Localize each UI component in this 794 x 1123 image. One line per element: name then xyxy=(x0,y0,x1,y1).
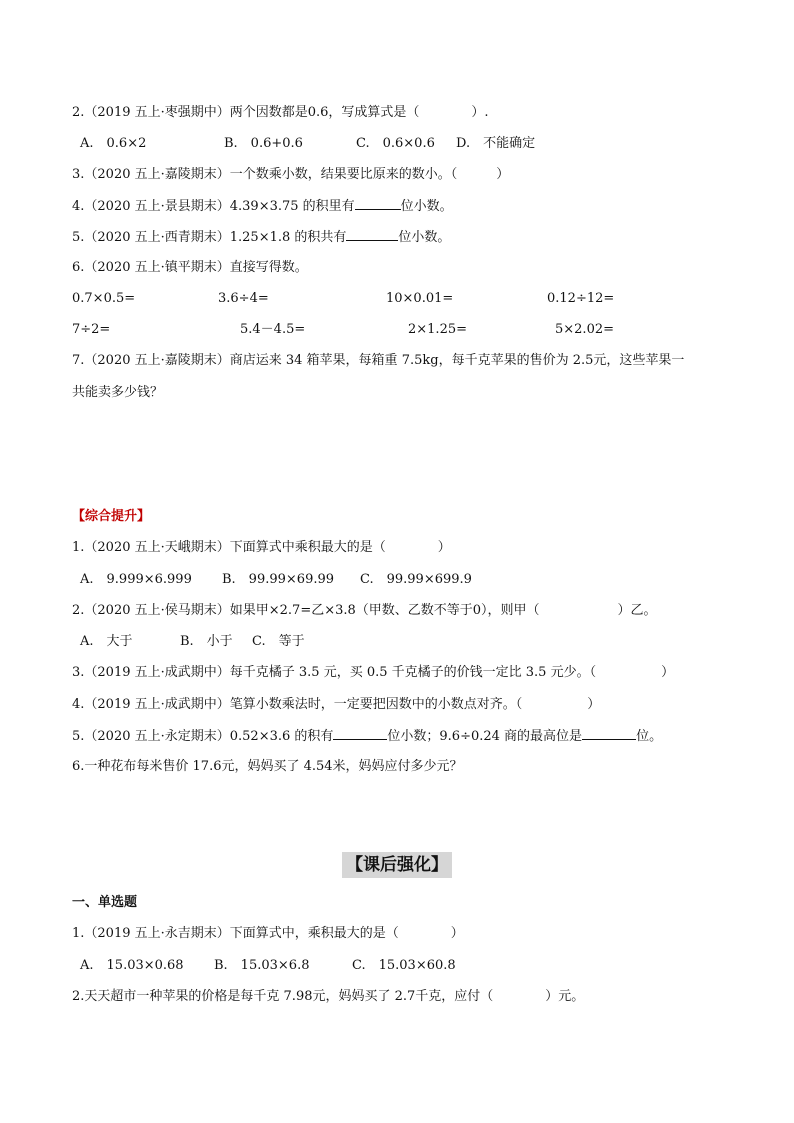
question-7-text-cont: 共能卖多少钱？ xyxy=(72,385,164,400)
option-c: C. 99.99×699.9 xyxy=(360,572,472,587)
option-b: B. 15.03×6.8 xyxy=(214,958,310,973)
question-5-text-mid: 位小数；9.6÷0.24 商的最高位是 xyxy=(387,729,583,744)
section-heading: 【综合提升】 xyxy=(72,509,151,524)
question-5-suffix: 位。 xyxy=(636,729,663,744)
option-b: B. 小于 xyxy=(180,634,233,649)
question-7-text: 7.（2020 五上·嘉陵期末）商店运来 34 箱苹果，每箱重 7.5kg，每千克苹果的售价为 2.5元，这些苹果一 xyxy=(72,353,685,368)
question-4-suffix: 位小数。 xyxy=(400,199,453,214)
question-6-text: 6.（2020 五上·镇平期末）直接写得数。 xyxy=(72,260,308,275)
question-5-suffix: 位小数。 xyxy=(398,230,451,245)
option-b: B. 99.99×69.99 xyxy=(222,572,335,587)
question-1-text: 1.（2020 五上·天峨期末）下面算式中乘积最大的是（ ） xyxy=(72,540,451,555)
calc-item: 3.6÷4= xyxy=(218,291,269,306)
option-c: C. 等于 xyxy=(252,634,305,649)
calc-item: 0.12÷12= xyxy=(547,291,615,306)
option-a: A. 大于 xyxy=(80,634,133,649)
calc-item: 7÷2= xyxy=(72,322,111,337)
answer-blank[interactable] xyxy=(333,727,387,740)
question-5-text: 5.（2020 五上·永定期末）0.52×3.6 的积有 xyxy=(72,729,334,744)
question-3-text: 3.（2019 五上·成武期中）每千克橘子 3.5 元，买 0.5 千克橘子的价钱一定比 3.5 元少。（ ） xyxy=(72,665,675,680)
calc-item: 10×0.01= xyxy=(386,291,454,306)
section-title: 【课后强化】 xyxy=(342,852,452,878)
calc-item: 5.4－4.5= xyxy=(240,322,306,337)
question-2-text: 2.（2019 五上·枣强期中）两个因数都是0.6，写成算式是（ ）. xyxy=(72,105,489,120)
option-a: A. 0.6×2 xyxy=(80,136,147,151)
subsection-heading: 一、单选题 xyxy=(72,895,138,910)
option-c: C. 15.03×60.8 xyxy=(352,958,456,973)
calc-item: 5×2.02= xyxy=(555,322,615,337)
question-4 xyxy=(72,197,453,216)
question-6-text: 6.一种花布每米售价 17.6元，妈妈买了 4.54米，妈妈应付多少元？ xyxy=(72,759,463,774)
question-4-text: 4.（2020 五上·景县期末）4.39×3.75 的积里有 xyxy=(72,199,355,214)
question-3-text: 3.（2020 五上·嘉陵期末）一个数乘小数，结果要比原来的数小。（ ） xyxy=(72,167,510,182)
question-1-text: 1.（2019 五上·永吉期末）下面算式中，乘积最大的是（ ） xyxy=(72,926,464,941)
question-5-text: 5.（2020 五上·西青期末）1.25×1.8 的积共有 xyxy=(72,230,347,245)
calc-item: 0.7×0.5= xyxy=(72,291,136,306)
question-4-text: 4.（2019 五上·成武期中）笔算小数乘法时，一定要把因数中的小数点对齐。（ ） xyxy=(72,697,601,712)
option-a: A. 15.03×0.68 xyxy=(80,958,184,973)
question-2-text: 2.（2020 五上·侯马期末）如果甲×2.7=乙×3.8（甲数、乙数不等于0），则甲（ ）乙。 xyxy=(72,603,657,618)
answer-blank[interactable] xyxy=(582,727,636,740)
question-5 xyxy=(72,727,662,746)
option-a: A. 9.999×6.999 xyxy=(80,572,192,587)
option-d: D. 不能确定 xyxy=(456,136,536,151)
calc-item: 2×1.25= xyxy=(408,322,468,337)
question-2-text: 2.天天超市一种苹果的价格是每千克 7.98元，妈妈买了 2.7千克，应付（ ）元。 xyxy=(72,989,585,1004)
question-5 xyxy=(72,228,450,247)
option-c: C. 0.6×0.6 xyxy=(356,136,435,151)
answer-blank[interactable] xyxy=(346,228,398,241)
answer-blank[interactable] xyxy=(355,197,401,210)
option-b: B. 0.6+0.6 xyxy=(224,136,303,151)
